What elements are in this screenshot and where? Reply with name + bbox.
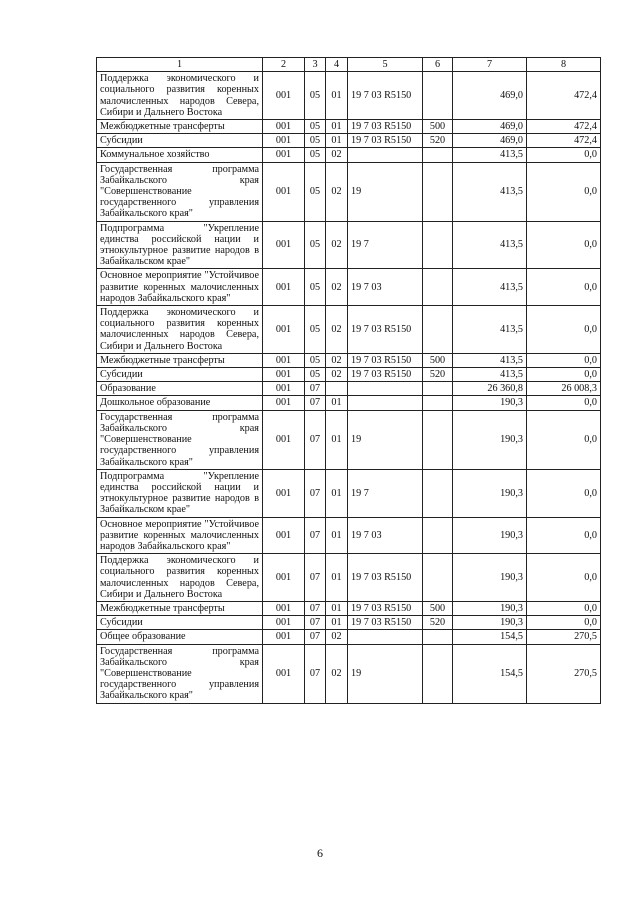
ministry-code-cell: 001 — [263, 644, 305, 703]
ministry-code-cell: 001 — [263, 396, 305, 410]
ministry-code-cell: 001 — [263, 306, 305, 354]
amount-year2-cell: 0,0 — [527, 162, 601, 221]
table-header-row — [97, 58, 601, 72]
amount-year1-cell: 413,5 — [453, 221, 527, 269]
amount-year1-cell: 154,5 — [453, 630, 527, 644]
column-header: 2 — [263, 58, 305, 72]
subsection-code-cell: 02 — [326, 644, 348, 703]
ministry-code-cell: 001 — [263, 630, 305, 644]
table-row — [97, 396, 601, 410]
amount-year1-cell: 190,3 — [453, 469, 527, 517]
expense-type-cell — [423, 269, 453, 306]
expense-type-cell: 520 — [423, 368, 453, 382]
section-code-cell: 07 — [305, 616, 326, 630]
expense-type-cell — [423, 162, 453, 221]
column-header: 5 — [348, 58, 423, 72]
amount-year1-cell: 190,3 — [453, 396, 527, 410]
amount-year2-cell: 26 008,3 — [527, 382, 601, 396]
amount-year1-cell: 469,0 — [453, 120, 527, 134]
subsection-code-cell: 02 — [326, 148, 348, 162]
ministry-code-cell: 001 — [263, 554, 305, 602]
section-code-cell: 05 — [305, 269, 326, 306]
section-code-cell: 07 — [305, 644, 326, 703]
expense-type-cell: 520 — [423, 134, 453, 148]
subsection-code-cell: 02 — [326, 306, 348, 354]
row-name-cell: Поддержка экономического и социального развития коренных малочисленных народов Севера, Сибири и Дальнего Востока — [97, 554, 263, 602]
amount-year2-cell: 0,0 — [527, 353, 601, 367]
target-article-cell: 19 7 03 — [348, 517, 423, 554]
table-row — [97, 221, 601, 269]
expense-type-cell — [423, 469, 453, 517]
section-code-cell: 07 — [305, 382, 326, 396]
amount-year1-cell: 190,3 — [453, 601, 527, 615]
section-code-cell: 07 — [305, 396, 326, 410]
section-code-cell: 05 — [305, 134, 326, 148]
row-name-cell: Дошкольное образование — [97, 396, 263, 410]
expense-type-cell — [423, 410, 453, 469]
budget-table — [96, 57, 601, 704]
target-article-cell: 19 7 03 R5150 — [348, 134, 423, 148]
amount-year1-cell: 413,5 — [453, 353, 527, 367]
row-name-cell: Межбюджетные трансферты — [97, 120, 263, 134]
subsection-code-cell: 01 — [326, 469, 348, 517]
ministry-code-cell: 001 — [263, 148, 305, 162]
row-name-cell: Подпрограмма "Укрепление единства российской нации и этнокультурное развитие народов в Забайкальском крае" — [97, 469, 263, 517]
subsection-code-cell: 01 — [326, 120, 348, 134]
expense-type-cell — [423, 306, 453, 354]
target-article-cell: 19 — [348, 410, 423, 469]
target-article-cell: 19 7 03 R5150 — [348, 353, 423, 367]
amount-year2-cell: 0,0 — [527, 517, 601, 554]
target-article-cell: 19 7 03 R5150 — [348, 616, 423, 630]
subsection-code-cell — [326, 382, 348, 396]
section-code-cell: 05 — [305, 353, 326, 367]
amount-year1-cell: 190,3 — [453, 554, 527, 602]
target-article-cell: 19 7 03 — [348, 269, 423, 306]
row-name-cell: Субсидии — [97, 368, 263, 382]
column-header: 4 — [326, 58, 348, 72]
section-code-cell: 07 — [305, 469, 326, 517]
row-name-cell: Субсидии — [97, 134, 263, 148]
amount-year1-cell: 26 360,8 — [453, 382, 527, 396]
section-code-cell: 07 — [305, 410, 326, 469]
target-article-cell: 19 — [348, 162, 423, 221]
ministry-code-cell: 001 — [263, 120, 305, 134]
subsection-code-cell: 02 — [326, 221, 348, 269]
section-code-cell: 05 — [305, 72, 326, 120]
ministry-code-cell: 001 — [263, 368, 305, 382]
amount-year2-cell: 0,0 — [527, 554, 601, 602]
ministry-code-cell: 001 — [263, 382, 305, 396]
ministry-code-cell: 001 — [263, 616, 305, 630]
expense-type-cell — [423, 517, 453, 554]
column-header: 7 — [453, 58, 527, 72]
row-name-cell: Общее образование — [97, 630, 263, 644]
table-row — [97, 269, 601, 306]
column-header: 1 — [97, 58, 263, 72]
row-name-cell: Государственная программа Забайкальского края "Совершенствование государственного управления Забайкальского края" — [97, 410, 263, 469]
amount-year2-cell: 0,0 — [527, 269, 601, 306]
section-code-cell: 07 — [305, 554, 326, 602]
amount-year1-cell: 469,0 — [453, 72, 527, 120]
amount-year1-cell: 190,3 — [453, 410, 527, 469]
amount-year2-cell: 472,4 — [527, 120, 601, 134]
amount-year2-cell: 270,5 — [527, 644, 601, 703]
column-header: 8 — [527, 58, 601, 72]
ministry-code-cell: 001 — [263, 353, 305, 367]
amount-year1-cell: 413,5 — [453, 148, 527, 162]
page-number: 6 — [317, 846, 323, 860]
row-name-cell: Основное мероприятие "Устойчивое развитие коренных малочисленных народов Забайкальского края" — [97, 517, 263, 554]
amount-year2-cell: 0,0 — [527, 396, 601, 410]
table-row — [97, 306, 601, 354]
amount-year2-cell: 472,4 — [527, 72, 601, 120]
table-row — [97, 644, 601, 703]
table-row — [97, 630, 601, 644]
row-name-cell: Межбюджетные трансферты — [97, 601, 263, 615]
table-row — [97, 148, 601, 162]
expense-type-cell: 500 — [423, 601, 453, 615]
target-article-cell: 19 7 03 R5150 — [348, 306, 423, 354]
ministry-code-cell: 001 — [263, 469, 305, 517]
target-article-cell: 19 7 — [348, 221, 423, 269]
row-name-cell: Поддержка экономического и социального развития коренных малочисленных народов Севера, Сибири и Дальнего Востока — [97, 72, 263, 120]
row-name-cell: Субсидии — [97, 616, 263, 630]
target-article-cell — [348, 148, 423, 162]
row-name-cell: Основное мероприятие "Устойчивое развитие коренных малочисленных народов Забайкальского края" — [97, 269, 263, 306]
subsection-code-cell: 02 — [326, 368, 348, 382]
ministry-code-cell: 001 — [263, 517, 305, 554]
expense-type-cell: 500 — [423, 353, 453, 367]
target-article-cell: 19 7 03 R5150 — [348, 601, 423, 615]
column-header: 6 — [423, 58, 453, 72]
subsection-code-cell: 01 — [326, 72, 348, 120]
subsection-code-cell: 01 — [326, 554, 348, 602]
row-name-cell: Поддержка экономического и социального развития коренных малочисленных народов Севера, Сибири и Дальнего Востока — [97, 306, 263, 354]
target-article-cell — [348, 630, 423, 644]
subsection-code-cell: 01 — [326, 410, 348, 469]
section-code-cell: 07 — [305, 517, 326, 554]
subsection-code-cell: 02 — [326, 162, 348, 221]
amount-year1-cell: 190,3 — [453, 616, 527, 630]
section-code-cell: 05 — [305, 306, 326, 354]
subsection-code-cell: 02 — [326, 353, 348, 367]
section-code-cell: 05 — [305, 221, 326, 269]
amount-year1-cell: 190,3 — [453, 517, 527, 554]
table-body — [97, 72, 601, 703]
expense-type-cell — [423, 382, 453, 396]
ministry-code-cell: 001 — [263, 601, 305, 615]
table-row — [97, 517, 601, 554]
amount-year1-cell: 413,5 — [453, 368, 527, 382]
target-article-cell: 19 7 03 R5150 — [348, 368, 423, 382]
subsection-code-cell: 02 — [326, 630, 348, 644]
expense-type-cell — [423, 554, 453, 602]
amount-year2-cell: 0,0 — [527, 368, 601, 382]
subsection-code-cell: 01 — [326, 616, 348, 630]
subsection-code-cell: 01 — [326, 134, 348, 148]
ministry-code-cell: 001 — [263, 134, 305, 148]
subsection-code-cell: 01 — [326, 601, 348, 615]
section-code-cell: 05 — [305, 148, 326, 162]
table-row — [97, 410, 601, 469]
target-article-cell: 19 — [348, 644, 423, 703]
expense-type-cell — [423, 148, 453, 162]
amount-year2-cell: 0,0 — [527, 410, 601, 469]
row-name-cell: Коммунальное хозяйство — [97, 148, 263, 162]
table-row — [97, 353, 601, 367]
table-row — [97, 601, 601, 615]
table-row — [97, 72, 601, 120]
expense-type-cell — [423, 630, 453, 644]
amount-year2-cell: 0,0 — [527, 601, 601, 615]
subsection-code-cell: 02 — [326, 269, 348, 306]
row-name-cell: Образование — [97, 382, 263, 396]
row-name-cell: Подпрограмма "Укрепление единства российской нации и этнокультурное развитие народов в Забайкальском крае" — [97, 221, 263, 269]
amount-year2-cell: 0,0 — [527, 469, 601, 517]
ministry-code-cell: 001 — [263, 269, 305, 306]
ministry-code-cell: 001 — [263, 162, 305, 221]
target-article-cell: 19 7 03 R5150 — [348, 72, 423, 120]
table-row — [97, 162, 601, 221]
row-name-cell: Государственная программа Забайкальского края "Совершенствование государственного управления Забайкальского края" — [97, 162, 263, 221]
table-row — [97, 382, 601, 396]
amount-year2-cell: 472,4 — [527, 134, 601, 148]
expense-type-cell: 520 — [423, 616, 453, 630]
target-article-cell: 19 7 03 R5150 — [348, 554, 423, 602]
expense-type-cell: 500 — [423, 120, 453, 134]
expense-type-cell — [423, 221, 453, 269]
row-name-cell: Государственная программа Забайкальского края "Совершенствование государственного управления Забайкальского края" — [97, 644, 263, 703]
amount-year2-cell: 0,0 — [527, 221, 601, 269]
amount-year2-cell: 0,0 — [527, 306, 601, 354]
section-code-cell: 05 — [305, 120, 326, 134]
target-article-cell: 19 7 — [348, 469, 423, 517]
table-row — [97, 120, 601, 134]
ministry-code-cell: 001 — [263, 72, 305, 120]
table-row — [97, 469, 601, 517]
target-article-cell: 19 7 03 R5150 — [348, 120, 423, 134]
row-name-cell: Межбюджетные трансферты — [97, 353, 263, 367]
amount-year2-cell: 0,0 — [527, 616, 601, 630]
section-code-cell: 07 — [305, 630, 326, 644]
amount-year1-cell: 154,5 — [453, 644, 527, 703]
amount-year2-cell: 0,0 — [527, 148, 601, 162]
expense-type-cell — [423, 396, 453, 410]
ministry-code-cell: 001 — [263, 410, 305, 469]
expense-type-cell — [423, 72, 453, 120]
section-code-cell: 05 — [305, 162, 326, 221]
target-article-cell — [348, 382, 423, 396]
table-row — [97, 134, 601, 148]
expense-type-cell — [423, 644, 453, 703]
table-row — [97, 616, 601, 630]
table-row — [97, 554, 601, 602]
table-row — [97, 368, 601, 382]
column-header: 3 — [305, 58, 326, 72]
target-article-cell — [348, 396, 423, 410]
section-code-cell: 05 — [305, 368, 326, 382]
subsection-code-cell: 01 — [326, 396, 348, 410]
subsection-code-cell: 01 — [326, 517, 348, 554]
amount-year1-cell: 413,5 — [453, 162, 527, 221]
amount-year1-cell: 413,5 — [453, 269, 527, 306]
amount-year1-cell: 413,5 — [453, 306, 527, 354]
section-code-cell: 07 — [305, 601, 326, 615]
ministry-code-cell: 001 — [263, 221, 305, 269]
amount-year1-cell: 469,0 — [453, 134, 527, 148]
amount-year2-cell: 270,5 — [527, 630, 601, 644]
